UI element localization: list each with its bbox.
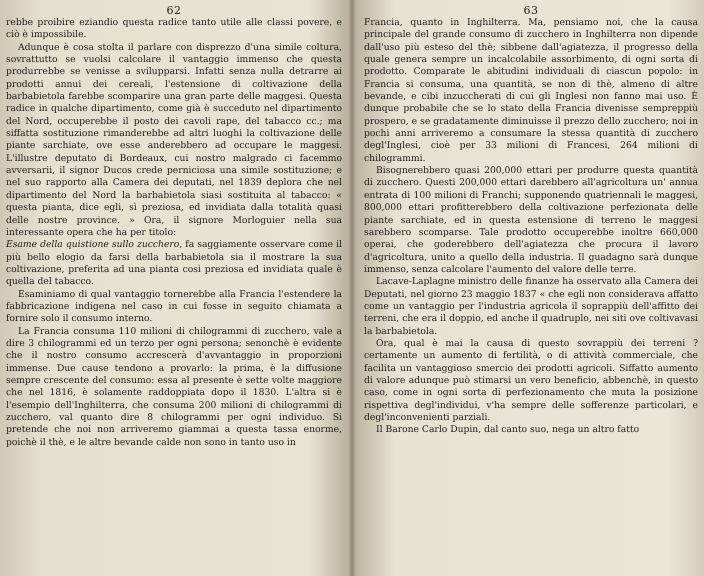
page-text: [364, 17, 698, 437]
paragraph: Lacave-Laplagne ministro delle finanze ha osservato alla Camera dei Deputati, nel giorno 23 maggio 1837 « che egli non considerava affatto come un vantaggio per l'industria agricola il soprappiù dell'affitto dei terreni, che era il doppio, ed anche il quadruplo, nei siti ove coltivavasi la barbabietola.: [364, 276, 698, 337]
paragraph: La Francia consuma 110 milioni di chilogrammi di zucchero, vale a dire 3 chilogrammi ed un terzo per ogni persona; senonchè è evidente che il nostro consumo accrescerà d'avvantaggio in proporzioni immense. Due cause tendono a provarlo: la prima, è la diffusione sempre crescente del consumo: essa al presente è sette volte maggiore che nel 1816, è solamente raddoppiata dopo il 1830. L'altra si è l'esempio dell'Inghilterra, che consuma 200 milioni di chilogrammi di zucchero, val quanto dire 8 chilogrammi per ogni individuo. Si pretende che noi non arriveremo giammai a questa tassa enorme, poichè il thè, e le altre bevande calde non sono in tanto uso in: [6, 325, 342, 448]
paragraph: Ora, qual è mai la causa di questo sovrappiù dei terreni ? certamente un aumento di fertilità, o di attività commerciale, che facilita un vantaggioso smercio dei prodotti agricoli. Siffatto aumento di valore adunque può stimarsi un vero beneficio, abbenchè, in questo caso, come in ogni sorta di perfezionamento che muta la posizione rispettiva degl'individui, v'ha sempre delle sofferenze particolari, e degl'inconvenienti parziali.: [364, 337, 698, 423]
paragraph: Bisognerebbero quasi 200,000 ettari per produrre questa quantità di zucchero. Questi 200,000 ettari darebbero all'agricoltura un' annua entrata di 100 milioni di Franchi; supponendo quatriennali le maggesi, 800,000 ettari profitterebbero della coltivazione perfezionata delle piante sarchiate, ed in questa estensione di terreno le maggesi sarebbero scomparse. Tale prodotto occuperebbe inoltre 660,000 operai, che goderebbero dell'agiatezza che procura il lavoro d'agricoltura, unito a quello della industria. Il guadagno sarà dunque immenso, senza calcolare l'aumento del valore delle terre.: [364, 165, 698, 275]
paragraph: Il Barone Carlo Dupin, dal canto suo, nega un altro fatto: [376, 424, 640, 436]
paragraph: rebbe proibire eziandio questa radice tanto utile alle classi povere, e ciò è impossibile.: [6, 17, 342, 41]
page-number: 63: [523, 4, 539, 17]
paragraph: Adunque è cosa stolta il parlare con disprezzo d'una simile coltura, sovrattutto se vuolsi calcolare il vantaggio immenso che questa produrrebbe se venisse a svilupparsi. Infatti senza nulla detrarre ai prodotti annui dei cereali, l'estensione di coltivazione della barbabietola farebbe scomparire una gran parte delle maggesi. Questa radice in qualche dipartimento, come già è succeduto nel dipartimento del Nord, occuperebbe il posto dei cavoli rape, del tabacco cc.; ma siffatta sostituzione rimanderebbe ad altri luoghi la coltivazione delle piante sarchiate, ove esse anderebbero ad occupare le maggesi. L'illustre deputato di Bordeaux, cui nostro malgrado ci facemmo avversarii, il signor Ducos crede perniciosa una simile sostituzione; e nel suo rapporto alla Camera dei deputati, nel 1839 deplora che nel dipartimento del Nord la barbabietola siasi sostituita al tabacco: « questa pianta, dice egli, sì preziosa, ed invidiata dalla totalità quasi delle nostre province. » Ora, il signore Morloguier nella sua interessante opera che ha per titolo:: [6, 41, 342, 238]
page-text: [6, 17, 342, 449]
paragraph-text: , fa saggiamente osservare come il più bello elogio da farsi della barbabietola sia il mostrare la sua coltivazione, preferita ad una pianta così preziosa ed invidiata quale è quella del tabacco.: [6, 239, 342, 288]
right-page: [352, 0, 704, 576]
paragraph: [6, 239, 342, 288]
paragraph: Francia, quanto in Inghilterra. Ma, pensiamo noi, che la causa principale del grande consumo di zucchero in Inghilterra non dipende dall'uso più esteso del thè; sibbene dall'agiatezza, il progresso della quale genera sempre un incalcolabile assorbimento, di ogni sorta di prodotto. Comparate le abitudini individuali di ciascun popolo: in Francia si consuma, una quantità, se non di thè, almeno di altre bevande, e cibi inzuccherati di cui gli Inglesi non fanno mai uso. È dunque probabile che se lo stato della Francia divenisse sempreppiù prospero, e se gradatamente diminuisse il prezzo dello zucchero; noi in pochi anni arriveremo a consumare la stessa quantità di zucchero degl'Inglesi, cioè per 33 milioni di Francesi, 264 milioni di chilogrammi.: [364, 17, 698, 164]
page-number: 62: [166, 4, 182, 17]
paragraph: Esaminiamo di qual vantaggio tornerebbe alla Francia l'estendere la fabbricazione indigena nel caso in cui fosse in seguito chiamata a fornire solo il consumo interno.: [6, 288, 342, 325]
book-title: Esame della quistione sullo zucchero: [6, 239, 180, 251]
